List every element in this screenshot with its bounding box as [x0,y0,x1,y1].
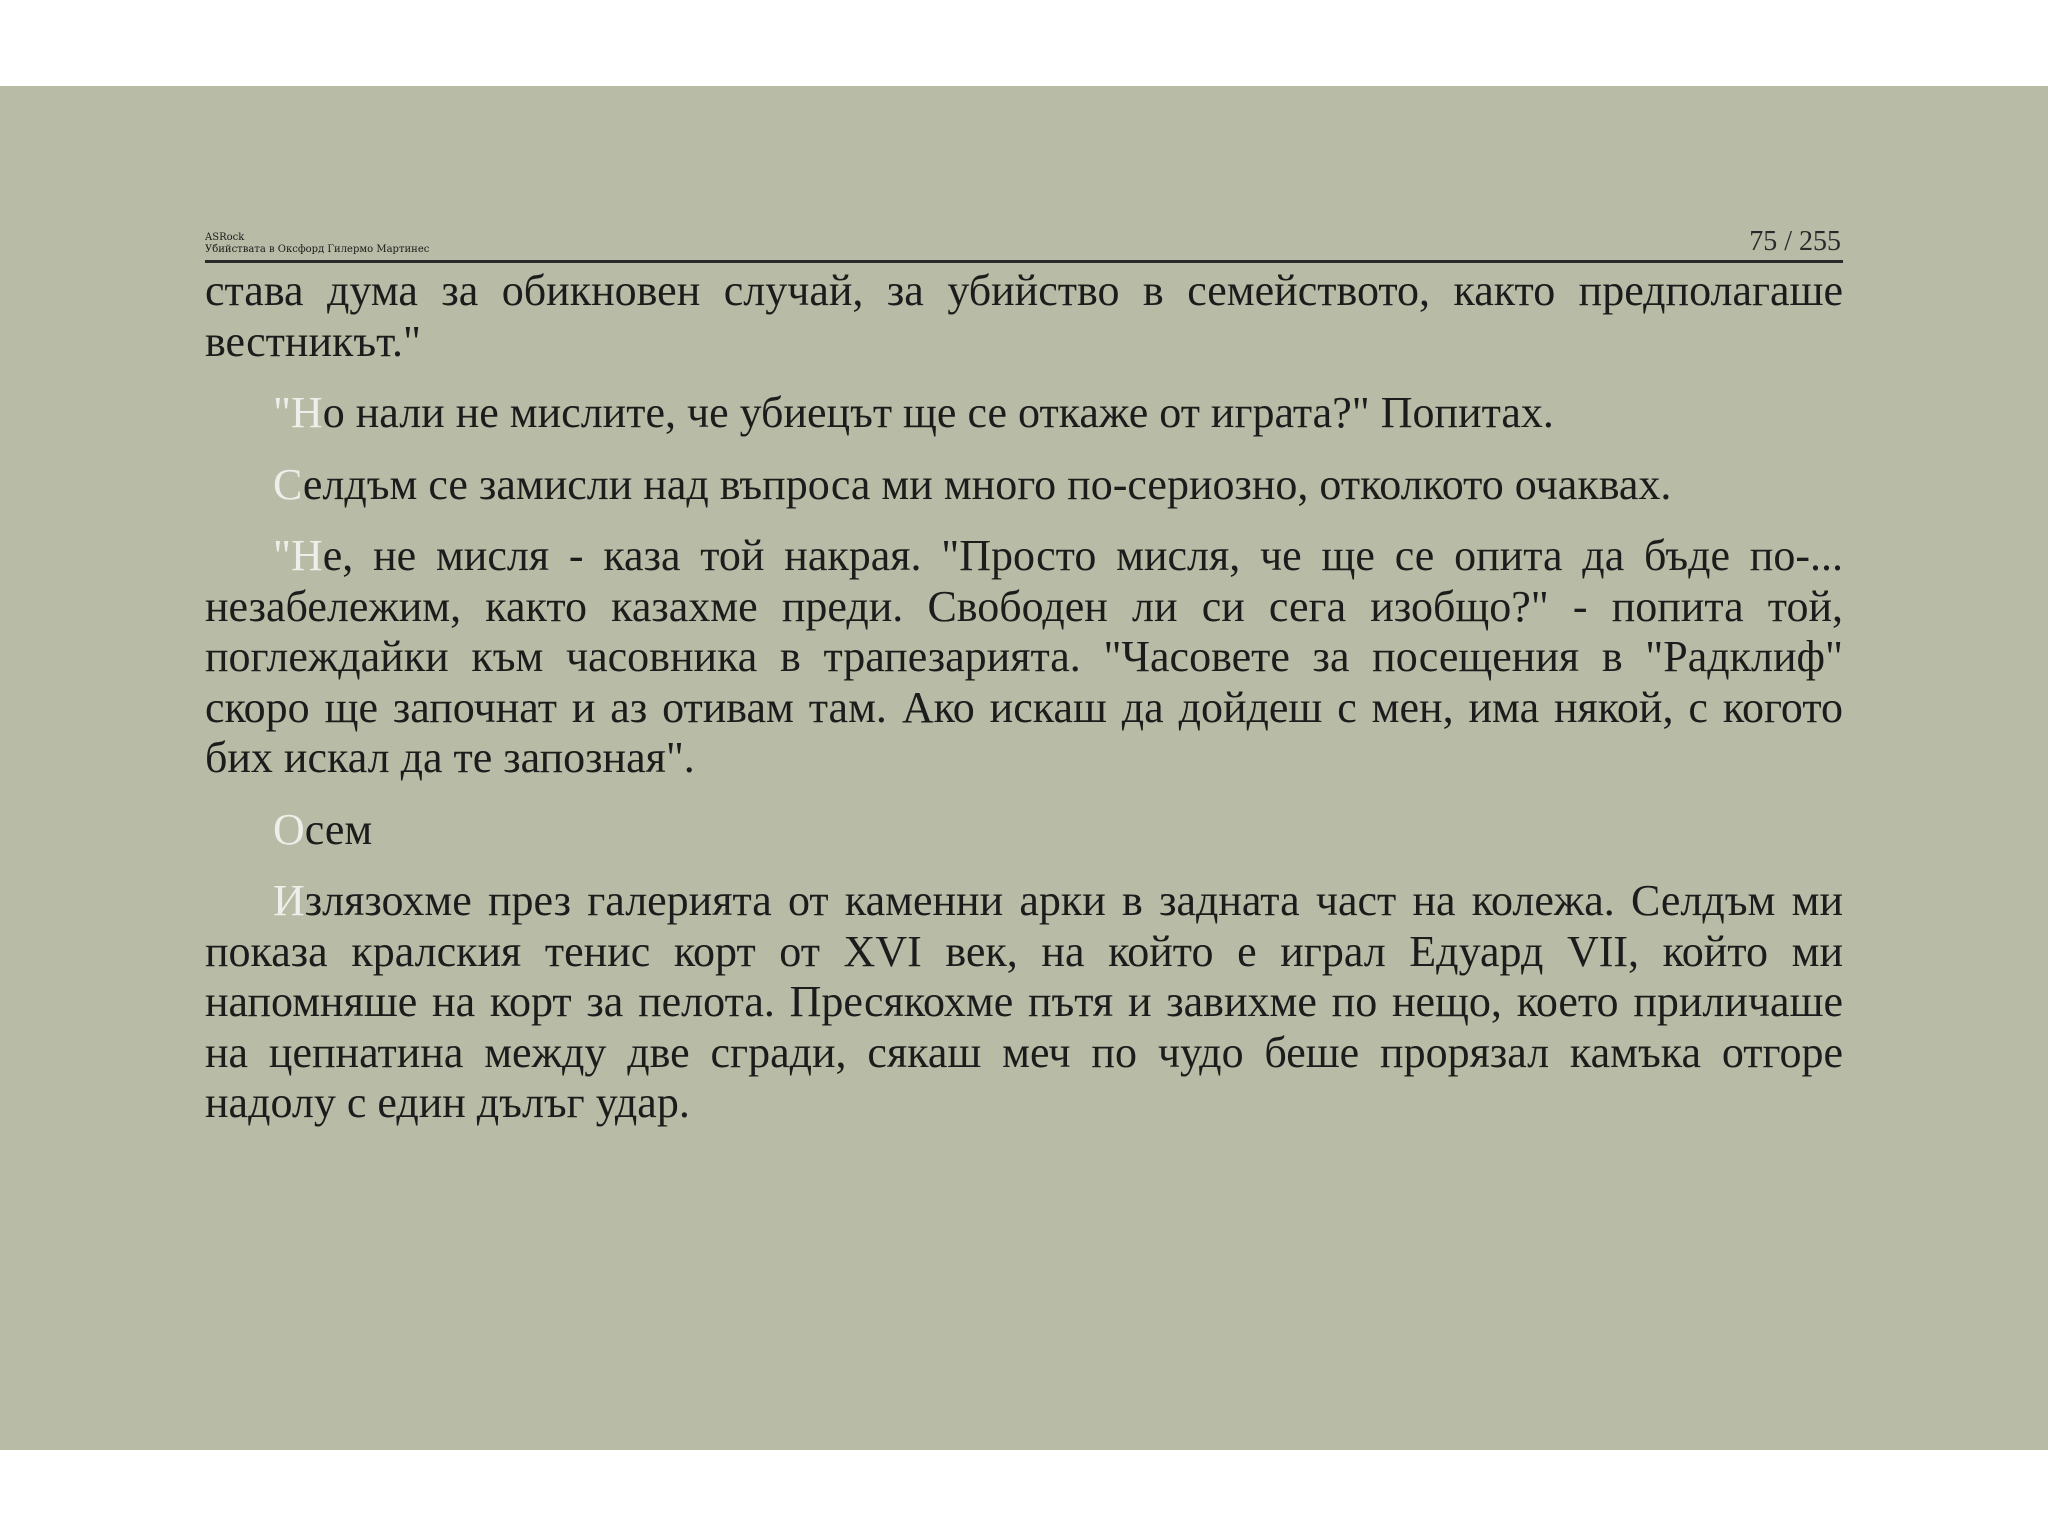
paragraph-text: е, не мисля - каза той накрая. "Просто мисля, че ще се опита да бъде по-... незабележим, както казахме преди. Свободен ли си сега изобщо?" - попита той, поглеждайки към часовника в трапезарията. "Часовете за посещения в "Радклиф" скоро ще започнат и аз отивам там. Ако искаш да дойдеш с мен, има някой, с когото бих искал да те запозная". [205,531,1843,782]
paragraph-2 [205,388,1843,439]
paragraph-text: елдъм се замисли над въпроса ми много по-сериозно, отколкото очаквах. [302,459,1672,509]
paragraph-text: злязохме през галерията от каменни арки в задната част на колежа. Селдъм ми показа кралския тенис корт от XVI век, на който е играл Едуард VII, който ми напомняше на корт за пелота. Пресякохме пътя и завихме по нещо, което приличаше на цепнатина между две сгради, сякаш меч по чудо беше прорязал камъка отгоре надолу с един дълъг удар. [205,876,1843,1127]
header-book-title: Убийствата в Оксфорд Гилермо Мартинес [205,244,430,255]
header-author: ASRock [205,232,245,243]
paragraph-4 [205,531,1843,784]
page-number: 75 / 255 [1749,226,1841,257]
paragraph-3 [205,460,1843,511]
paragraph-1 [205,266,1843,367]
drop-cap: "Н [273,388,323,437]
drop-cap: С [273,459,303,509]
paragraph-text: става дума за обикновен случай, за убийство в семейството, както предполагаше вестникът." [205,266,1843,366]
page-header [205,136,1843,263]
paragraph-5 [205,805,1843,856]
paragraph-text: о нали не мислите, че убиецът ще се откаже от играта?" Попитах. [322,388,1554,437]
page-content [205,266,1843,1150]
drop-cap: О [273,804,305,854]
drop-cap: "Н [273,531,323,580]
paragraph-6 [205,876,1843,1129]
header-meta [205,232,429,256]
paragraph-text: сем [304,804,373,854]
drop-cap: И [273,876,305,925]
